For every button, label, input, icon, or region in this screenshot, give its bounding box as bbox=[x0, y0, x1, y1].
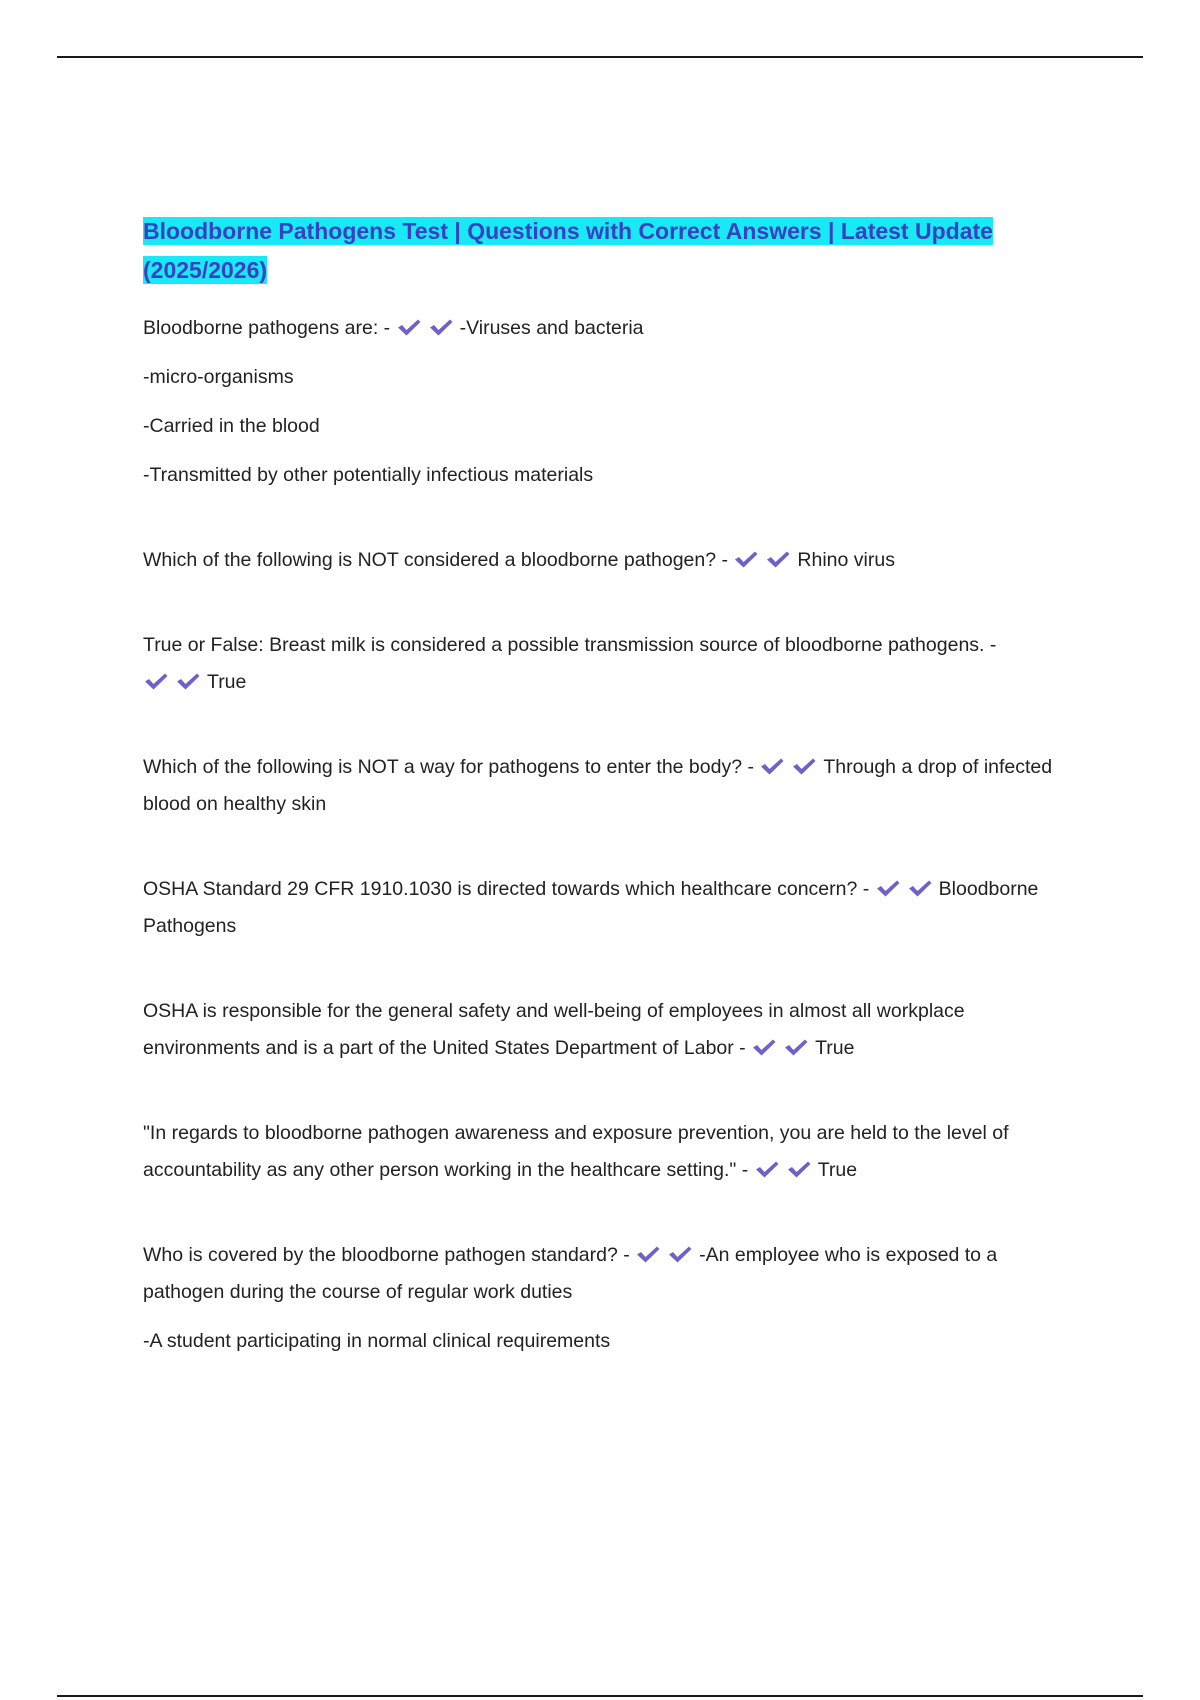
qa-line bbox=[143, 1115, 1063, 1189]
check-icon bbox=[754, 1159, 780, 1179]
check-icon bbox=[765, 549, 791, 569]
question-text: "In regards to bloodborne pathogen awareness and exposure prevention, you are held to the level of accountability as any other person working in the healthcare setting." - bbox=[143, 1122, 1009, 1181]
title-line-2: (2025/2026) bbox=[143, 257, 268, 283]
qa-line bbox=[143, 310, 1063, 347]
qa-line bbox=[143, 749, 1063, 823]
document-title bbox=[143, 212, 1063, 290]
answer-extra-line: -A student participating in normal clinical requirements bbox=[143, 1330, 611, 1352]
answer-extra-line: -micro-organisms bbox=[143, 366, 294, 388]
bottom-rule bbox=[57, 1695, 1143, 1697]
check-icon bbox=[143, 671, 169, 691]
answer-text: True bbox=[207, 671, 247, 693]
top-rule bbox=[57, 56, 1143, 58]
question-text: OSHA Standard 29 CFR 1910.1030 is directed towards which healthcare concern? - bbox=[143, 878, 870, 900]
check-icon bbox=[175, 671, 201, 691]
qa-item-5 bbox=[143, 871, 1063, 945]
qa-line bbox=[143, 627, 1063, 701]
question-text: True or False: Breast milk is considered a possible transmission source of bloodborne pathogens. - bbox=[143, 634, 997, 656]
answer-text: Rhino virus bbox=[797, 549, 895, 571]
question-text: Bloodborne pathogens are: - bbox=[143, 317, 391, 339]
qa-line bbox=[143, 542, 1063, 579]
check-icon bbox=[759, 756, 785, 776]
check-icon bbox=[635, 1244, 661, 1264]
answer-extra-line: -Carried in the blood bbox=[143, 415, 320, 437]
question-text: OSHA is responsible for the general safety and well-being of employees in almost all workplace environments and is a part of the United States Department of Labor - bbox=[143, 1000, 965, 1059]
qa-line bbox=[143, 871, 1063, 945]
answer-text: -An employee who is exposed to a pathogen during the course of regular work duties bbox=[143, 1244, 998, 1303]
check-icon bbox=[907, 878, 933, 898]
qa-item-6 bbox=[143, 993, 1063, 1067]
qa-item-2 bbox=[143, 542, 1063, 579]
qa-item-4 bbox=[143, 749, 1063, 823]
qa-line bbox=[143, 993, 1063, 1067]
qa-line bbox=[143, 1237, 1063, 1311]
check-icon bbox=[791, 756, 817, 776]
check-icon bbox=[751, 1037, 777, 1057]
answer-extra-line: -Transmitted by other potentially infectious materials bbox=[143, 464, 594, 486]
check-icon bbox=[875, 878, 901, 898]
qa-item-8 bbox=[143, 1237, 1063, 1360]
check-icon bbox=[428, 317, 454, 337]
document-body bbox=[143, 212, 1063, 1360]
answer-text: True bbox=[817, 1159, 858, 1181]
question-text: Who is covered by the bloodborne pathogen standard? - bbox=[143, 1244, 630, 1266]
qa-item-3 bbox=[143, 627, 1063, 701]
title-line-1: Bloodborne Pathogens Test | Questions with Correct Answers | Latest Update bbox=[143, 218, 993, 244]
question-text: Which of the following is NOT a way for pathogens to enter the body? - bbox=[143, 756, 754, 778]
answer-text: -Viruses and bacteria bbox=[459, 317, 644, 339]
check-icon bbox=[667, 1244, 693, 1264]
qa-item-7 bbox=[143, 1115, 1063, 1189]
question-text: Which of the following is NOT considered a bloodborne pathogen? - bbox=[143, 549, 728, 571]
qa-item-1 bbox=[143, 310, 1063, 494]
check-icon bbox=[733, 549, 759, 569]
check-icon bbox=[396, 317, 422, 337]
answer-text: True bbox=[815, 1037, 855, 1059]
check-icon bbox=[783, 1037, 809, 1057]
answer-text: Bloodborne Pathogens bbox=[143, 878, 1039, 937]
check-icon bbox=[786, 1159, 812, 1179]
answer-text: Through a drop of infected blood on healthy skin bbox=[143, 756, 1053, 815]
